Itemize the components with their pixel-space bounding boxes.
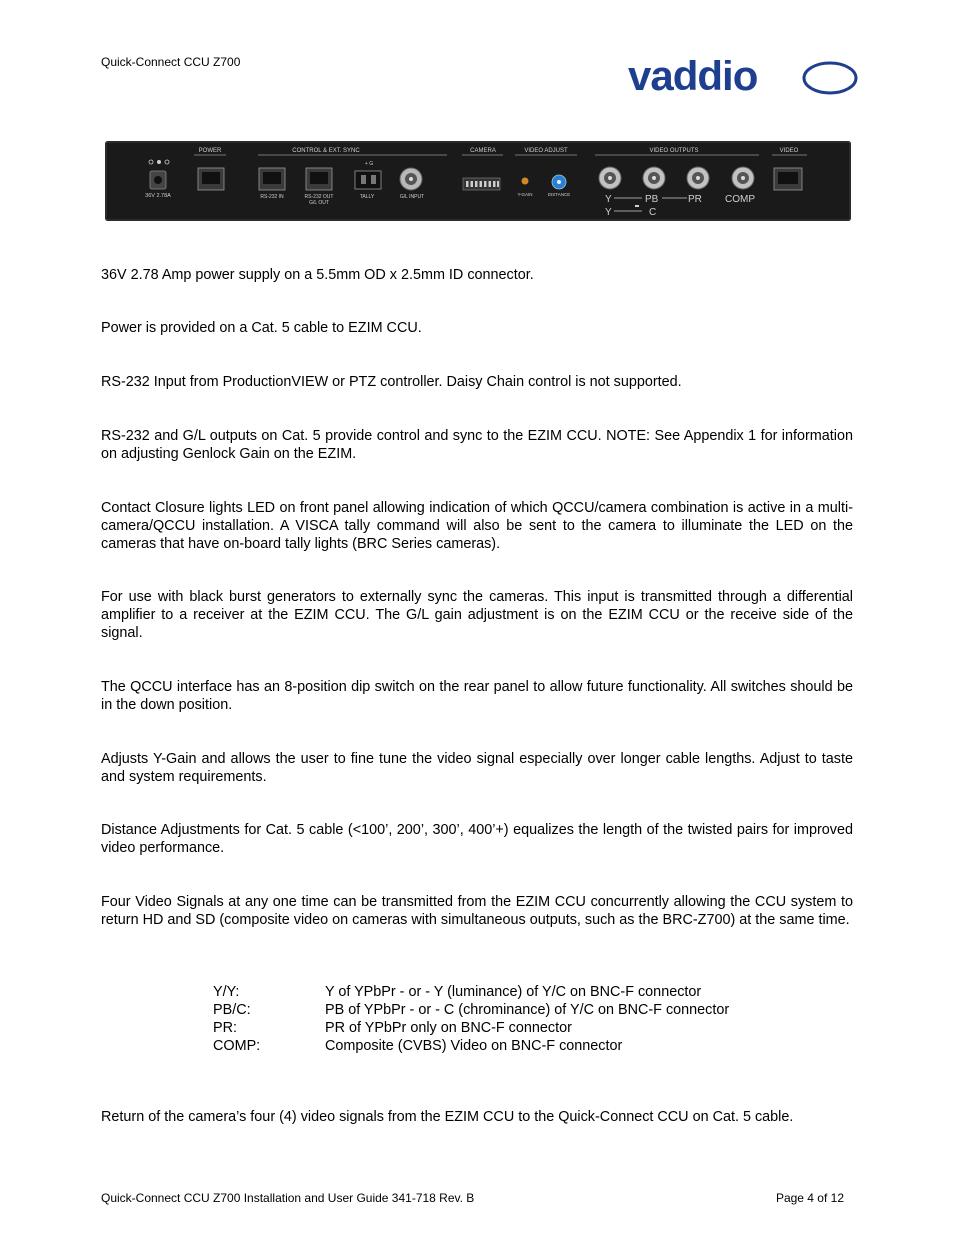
svg-text:Y: Y: [605, 194, 612, 205]
signal-desc: PB of YPbPr - or - C (chrominance) of Y/C on BNC-F connector: [325, 1002, 730, 1018]
svg-text:G/L INPUT: G/L INPUT: [399, 194, 425, 200]
rear-panel-image: [105, 141, 851, 221]
svg-text:+ G: + G: [364, 161, 374, 167]
signal-label: COMP:: [213, 1038, 261, 1054]
footer-doc-title: Quick-Connect CCU Z700 Installation and User Guide 341-718 Rev. B: [101, 1191, 475, 1205]
svg-text:Y-GAIN: Y-GAIN: [517, 192, 533, 197]
power-supply-paragraph: 36V 2.78 Amp power supply on a 5.5mm OD x 2.5mm ID connector.: [101, 267, 534, 283]
signal-label: Y/Y:: [213, 984, 240, 1000]
svg-text:CONTROL & EXT. SYNC: CONTROL & EXT. SYNC: [292, 148, 360, 154]
logo-text: vaddio: [628, 60, 758, 96]
video-outputs-paragraph: Four Video Signals at any one time can be transmitted from the EZIM CCU concurrently allowing the CCU system to return HD and SD (composite video on cameras with simultaneous outputs, such as the BRC-Z700) at the same time.: [101, 894, 853, 928]
svg-text:VIDEO ADJUST: VIDEO ADJUST: [524, 148, 568, 154]
signal-desc: Composite (CVBS) Video on BNC-F connector: [325, 1038, 623, 1054]
signal-row: [213, 1001, 729, 1019]
svg-text:PR: PR: [688, 194, 702, 205]
svg-text:36V 2.78A: 36V 2.78A: [145, 193, 171, 199]
svg-text:VIDEO OUTPUTS: VIDEO OUTPUTS: [649, 148, 699, 154]
power-paragraph: Power is provided on a Cat. 5 cable to EZIM CCU.: [101, 320, 422, 336]
signal-table: [213, 983, 729, 1055]
rs232-in-paragraph: RS-232 Input from ProductionVIEW or PTZ controller. Daisy Chain control is not supported.: [101, 374, 682, 390]
svg-text:POWER: POWER: [198, 148, 222, 154]
rs232-out-paragraph: RS-232 and G/L outputs on Cat. 5 provide control and sync to the EZIM CCU. NOTE: See Appendix 1 for information on adjusting Genlock Gain on the EZIM.: [101, 428, 853, 462]
video-return-paragraph: Return of the camera’s four (4) video signals from the EZIM CCU to the Quick-Connect CCU on Cat. 5 cable.: [101, 1109, 794, 1125]
signal-desc: Y of YPbPr - or - Y (luminance) of Y/C on BNC-F connector: [325, 984, 702, 1000]
svg-text:Y: Y: [605, 207, 612, 218]
svg-text:COMP: COMP: [725, 194, 755, 205]
svg-text:G/L OUT: G/L OUT: [309, 200, 329, 206]
signal-desc: PR of YPbPr only on BNC-F connector: [325, 1020, 572, 1036]
footer-page-number: Page 4 of 12: [775, 1191, 844, 1205]
signal-label: PB/C:: [213, 1002, 251, 1018]
y-gain-paragraph: Adjusts Y-Gain and allows the user to fine tune the video signal especially over longer cable lengths. Adjust to taste and system requirements.: [101, 751, 853, 785]
vaddio-logo: [628, 60, 860, 96]
svg-text:RS-232 OUT: RS-232 OUT: [304, 194, 334, 200]
signal-label: PR:: [213, 1020, 237, 1036]
distance-paragraph: Distance Adjustments for Cat. 5 cable (<100’, 200’, 300’, 400’+) equalizes the length of the twisted pairs for improved video performance.: [101, 822, 853, 856]
svg-text:TALLY: TALLY: [359, 194, 375, 200]
svg-text:C: C: [649, 207, 657, 218]
gl-input-paragraph: For use with black burst generators to externally sync the cameras. This input is transmitted through a differential amplifier to a receiver at the EZIM CCU. The G/L gain adjustment is on the EZIM CCU or the receive side of the signal.: [101, 589, 853, 641]
page-header-title: Quick-Connect CCU Z700: [101, 55, 241, 69]
signal-row: [213, 1019, 729, 1037]
signal-row: [213, 1037, 729, 1055]
svg-text:CAMERA: CAMERA: [470, 148, 496, 154]
signal-row: [213, 983, 729, 1001]
svg-text:PB: PB: [645, 194, 659, 205]
camera-dip-paragraph: The QCCU interface has an 8-position dip switch on the rear panel to allow future functionality. All switches should be in the down position.: [101, 679, 853, 713]
svg-text:RS-232 IN: RS-232 IN: [260, 194, 284, 200]
svg-text:DISTANCE: DISTANCE: [547, 192, 571, 197]
tally-paragraph: Contact Closure lights LED on front panel allowing indication of which QCCU/camera combination is active in a multi-camera/QCCU installation. A VISCA tally command will also be sent to the camera to illuminate the LED on the cameras that have on-board tally lights (BRC Series cameras).: [101, 500, 853, 552]
svg-text:VIDEO: VIDEO: [779, 148, 799, 154]
